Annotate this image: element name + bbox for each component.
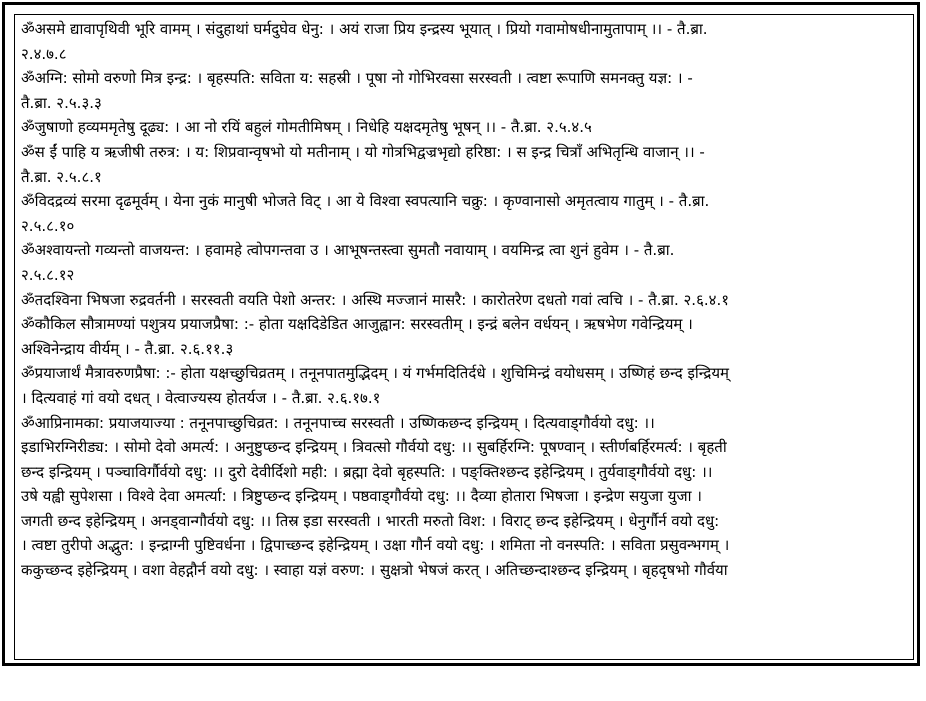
text-line: ॐअग्नि: सोमो वरुणो मित्र इन्द्र: । बृहस्पति: सविता य: सहस्री । पूषा नो गोभिरवसा सरस्वती । त्वष्टा रूपाणि समनक्तु यज्ञ: । - — [21, 69, 693, 88]
text-line: तै.ब्रा. २.५.८.१ — [21, 167, 102, 186]
text-line: । त्वष्टा तुरीपो अद्भुत: । इन्द्राग्नी पुष्टिवर्धना । द्विपाच्छन्द इहेन्द्रियम् । उक्षा गौर्न वयो दधु: । शमिता नो वनस्पति: । सविता प्रसुवन्भगम् । — [21, 536, 730, 555]
text-line: अश्विनेन्द्राय वीर्यम् । - तै.ब्रा. २.६.११.३ — [21, 339, 234, 358]
text-line: २.५.८.१० — [21, 216, 75, 235]
verse-text-block — [21, 17, 907, 583]
text-line: ॐआप्रिनामका: प्रयाजयाज्या : तनूनपाच्छुचिव्रत: । तनूनपाच्च सरस्वती । उष्णिकछन्द इन्द्रियम् । दित्यवाड्गौर्वयो दधु: ।। — [21, 413, 655, 432]
document-inner-border — [14, 14, 914, 660]
text-line: ॐविदद्रव्यं सरमा दृढमूर्वम् । येना नुकं मानुषी भोजते विट् । आ ये विश्वा स्वपत्यानि चक्रु: । कृण्वानासो अमृतत्वाय गातुम् । - तै.ब्रा. — [21, 192, 710, 211]
text-line: उषे यह्वी सुपेशसा । विश्वे देवा अमर्त्या: । त्रिष्टुप्छन्द इन्द्रियम् । पष्ठवाड्गौर्वयो दधु: ।। दैव्या होतारा भिषजा । इन्द्रेण सयुजा युजा । — [21, 487, 702, 506]
text-line: तै.ब्रा. २.५.३.३ — [21, 93, 102, 112]
text-line: छन्द इन्द्रियम् । पञ्चाविर्गौर्वयो दधु: ।। दुरो देवीर्दिशो मही: । ब्रह्मा देवो बृहस्पति: । पङ्क्तिश्छन्द इहेन्द्रियम् । तुर्यवाड्गौर्वयो दधु: ।। — [21, 462, 713, 481]
text-line: ॐकौकिल सौत्रामण्यां पशुत्रय प्रयाजप्रैषा: :- होता यक्षदिडेडित आजुह्वान: सरस्वतीम् । इन्द्रं बलेन वर्धयन् । ऋषभेण गवेन्द्रियम् । — [21, 315, 693, 334]
text-line: ॐतदश्विना भिषजा रुद्रवर्तनी । सरस्वती वयति पेशो अन्तर: । अस्थि मज्जानं मासरै: । कारोतरेण दधतो गवां त्वचि । - तै.ब्रा. २.६.४.१ — [21, 290, 730, 309]
document-outer-border — [2, 2, 920, 666]
text-line: ॐजुषाणो हव्यममृतेषु दूढ्य: । आ नो रयिं बहुलं गोमतीमिषम् । निधेहि यक्षदमृतेषु भूषन् ।। - तै.ब्रा. २.५.४.५ — [21, 118, 592, 137]
text-line: इडाभिरग्निरीड्य: । सोमो देवो अमर्त्य: । अनुष्टुप्छन्द इन्द्रियम् । त्रिवत्सो गौर्वयो दधु: ।। सुबर्हिरग्नि: पूषण्वान् । स्तीर्णबर्हिरमर्त्य: । बृहती — [21, 438, 727, 457]
text-line: ॐअसमे द्यावापृथिवी भूरि वामम् । संदुहाथां घर्मदुघेव धेनु: । अयं राजा प्रिय इन्द्रस्य भूयात् । प्रियो गवामोषधीनामुतापाम् ।। - तै.ब्रा. — [21, 20, 708, 38]
text-line: ॐअश्वायन्तो गव्यन्तो वाजयन्त: । हवामहे त्वोपगन्तवा उ । आभूषन्तस्त्वा सुमतौ नवायाम् । वयमिन्द्र त्वा शुनं हुवेम । - तै.ब्रा. — [21, 241, 675, 260]
text-line: जगती छन्द इहेन्द्रियम् । अनड्वान्गौर्वयो दधु: ।। तिस्र इडा सरस्वती । भारती मरुतो विश: । विराट् छन्द इहेन्द्रियम् । धेनुर्गौर्न वयो दधु: — [21, 511, 720, 530]
text-line: ककुच्छन्द इहेन्द्रियम् । वशा वेहद्गौर्न वयो दधु: । स्वाहा यज्ञं वरुण: । सुक्षत्रो भेषजं करत् । अतिच्छन्दाश्छन्द इन्द्रियम् । बृहदृषभो गौर्वया — [21, 561, 728, 580]
text-line: । दित्यवाहं गां वयो दधत् । वेत्वाज्यस्य होतर्यज । - तै.ब्रा. २.६.१७.१ — [21, 388, 381, 407]
text-line: २.५.८.१२ — [21, 265, 75, 284]
text-line: २.४.७.८ — [21, 44, 67, 63]
text-line: ॐप्रयाजार्थं मैत्रावरुणप्रैषा: :- होता यक्षच्छुचिव्रतम् । तनूनपातमुद्भिदम् । यं गर्भमदितिर्दधे । शुचिमिन्द्रं वयोधसम् । उष्णिहं छन्द इन्द्रियम् — [21, 364, 729, 383]
text-line: ॐस ईं पाहि य ऋजीषी तरुत्र: । य: शिप्रवान्वृषभो यो मतीनाम् । यो गोत्रभिद्वज्रभृद्यो हरिष्ठा: । स इन्द्र चित्राँ अभितृन्धि वाजान् ।। - — [21, 142, 705, 161]
